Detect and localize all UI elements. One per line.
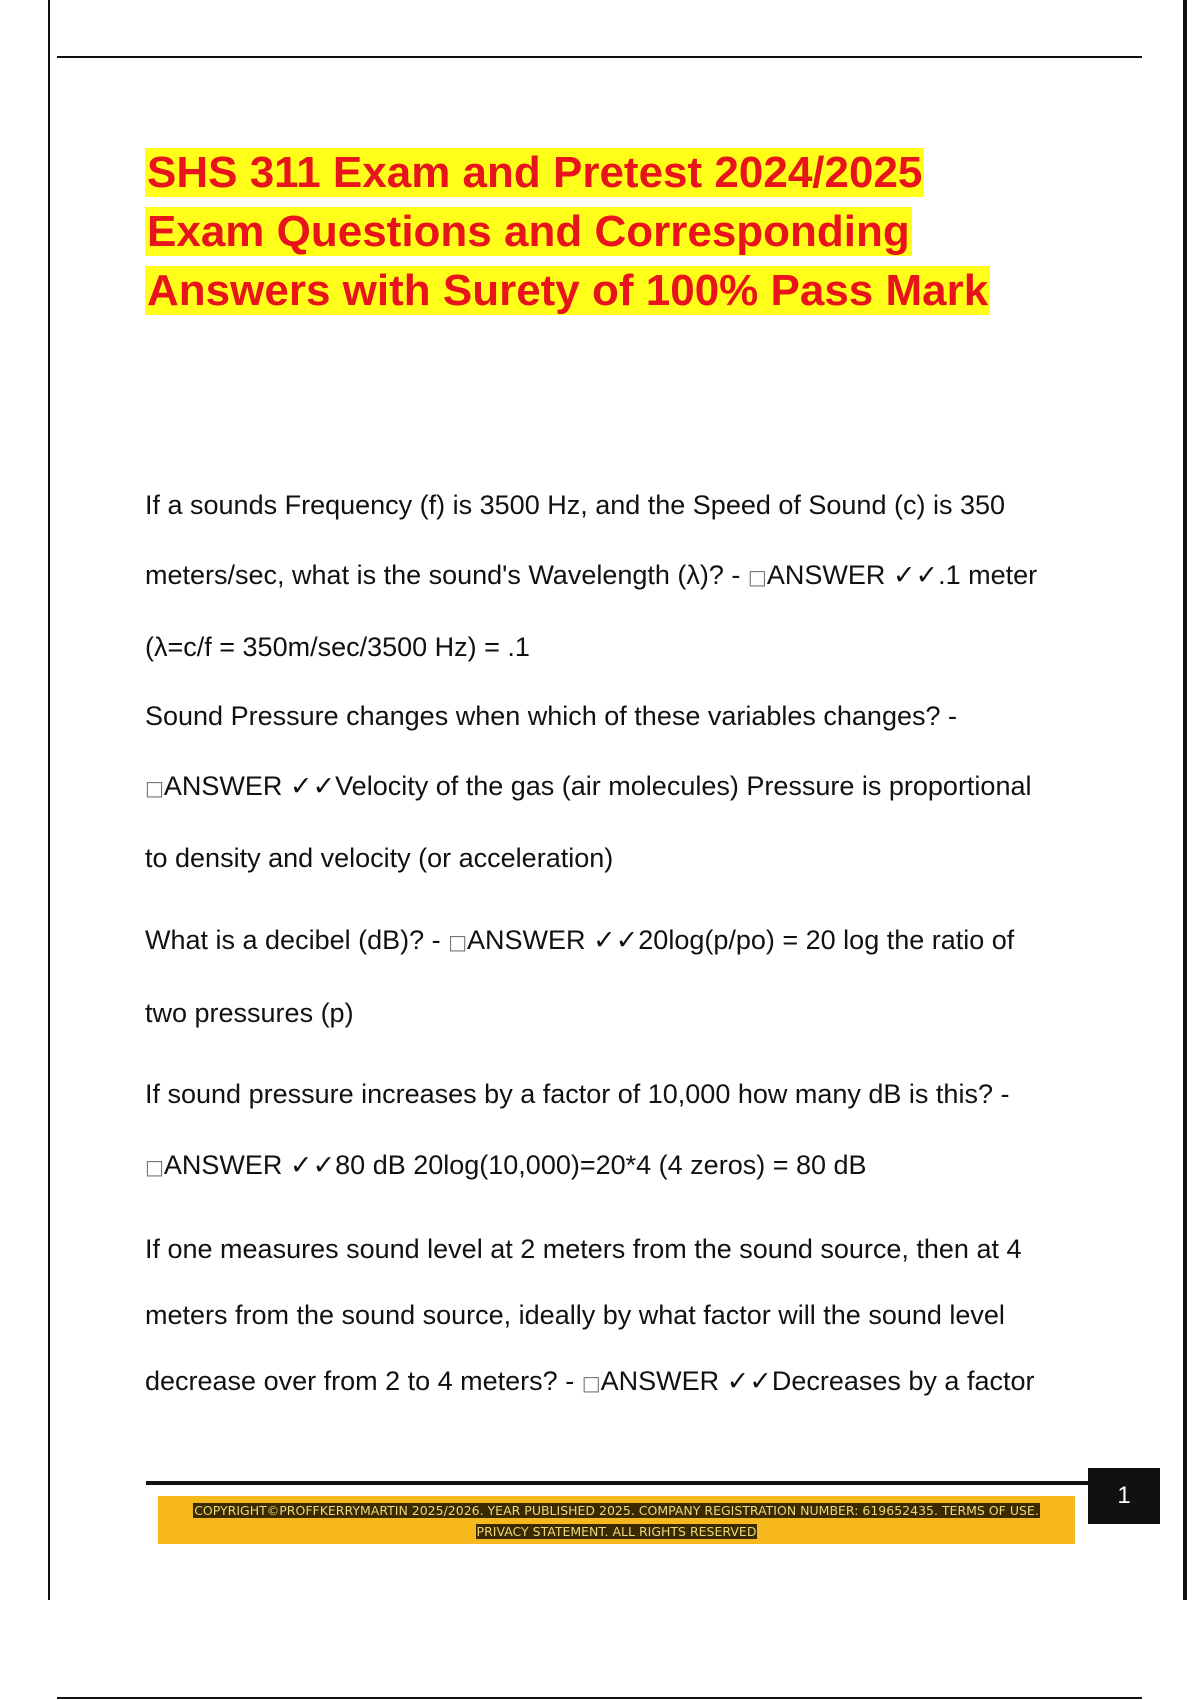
- question-text: If one measures sound level at 2 meters from the sound source, then at 4: [145, 1234, 1022, 1264]
- question-text: Sound Pressure changes when which of these variables changes? -: [145, 701, 957, 731]
- answer-box-icon: □: [145, 776, 164, 800]
- bottom-rule: [57, 1697, 1142, 1699]
- answer-text: (λ=c/f = 350m/sec/3500 Hz) = .1: [145, 632, 530, 662]
- answer-box-icon: □: [747, 565, 767, 589]
- answer-text: ANSWER ✓✓.1 meter: [766, 560, 1038, 590]
- title-line-3: Answers with Surety of 100% Pass Mark: [147, 266, 989, 315]
- answer-text: ANSWER ✓✓20log(p/po) = 20 log the ratio of: [467, 925, 1015, 955]
- page-border-left: [48, 0, 50, 1600]
- title-line-2: Exam Questions and Corresponding: [147, 207, 910, 256]
- footer-rule: [146, 1481, 1090, 1485]
- qa-item-5: [145, 1216, 1105, 1416]
- answer-text: to density and velocity (or acceleration): [145, 843, 614, 873]
- qa-item-2: [145, 681, 1105, 893]
- qa-item-3: [145, 905, 1105, 1049]
- footer-copyright: [158, 1500, 1075, 1542]
- answer-box-icon: □: [145, 1155, 164, 1179]
- question-text: If sound pressure increases by a factor of 10,000 how many dB is this? -: [145, 1079, 1010, 1109]
- header-rule: [57, 56, 1142, 58]
- document-title: [145, 143, 1105, 320]
- question-text: What is a decibel (dB)? -: [145, 925, 449, 955]
- answer-box-icon: □: [581, 1371, 601, 1395]
- answer-box-icon: □: [448, 930, 468, 954]
- answer-text: ANSWER ✓✓Decreases by a factor: [600, 1366, 1035, 1396]
- copyright-line-1: COPYRIGHT©PROFFKERRYMARTIN 2025/2026. YEAR PUBLISHED 2025. COMPANY REGISTRATION NUMBER: 619652435. TERMS OF USE.: [194, 1503, 1039, 1518]
- title-line-1: SHS 311 Exam and Pretest 2024/2025: [147, 148, 923, 197]
- answer-text: ANSWER ✓✓Velocity of the gas (air molecules) Pressure is proportional: [163, 771, 1032, 801]
- question-text: meters from the sound source, ideally by what factor will the sound level: [145, 1300, 1005, 1330]
- page-number: 1: [1088, 1468, 1160, 1524]
- qa-item-4: [145, 1059, 1105, 1203]
- question-text: meters/sec, what is the sound's Wavelength (λ)? -: [145, 560, 748, 590]
- qa-item-1: [145, 470, 1105, 682]
- answer-text: ANSWER ✓✓80 dB 20log(10,000)=20*4 (4 zeros) = 80 dB: [163, 1150, 867, 1180]
- question-text: decrease over from 2 to 4 meters? -: [145, 1366, 582, 1396]
- question-text: If a sounds Frequency (f) is 3500 Hz, and the Speed of Sound (c) is 350: [145, 490, 1005, 520]
- answer-text: two pressures (p): [145, 998, 354, 1028]
- page-border-right: [1183, 0, 1187, 1600]
- copyright-line-2: PRIVACY STATEMENT. ALL RIGHTS RESERVED: [476, 1524, 757, 1539]
